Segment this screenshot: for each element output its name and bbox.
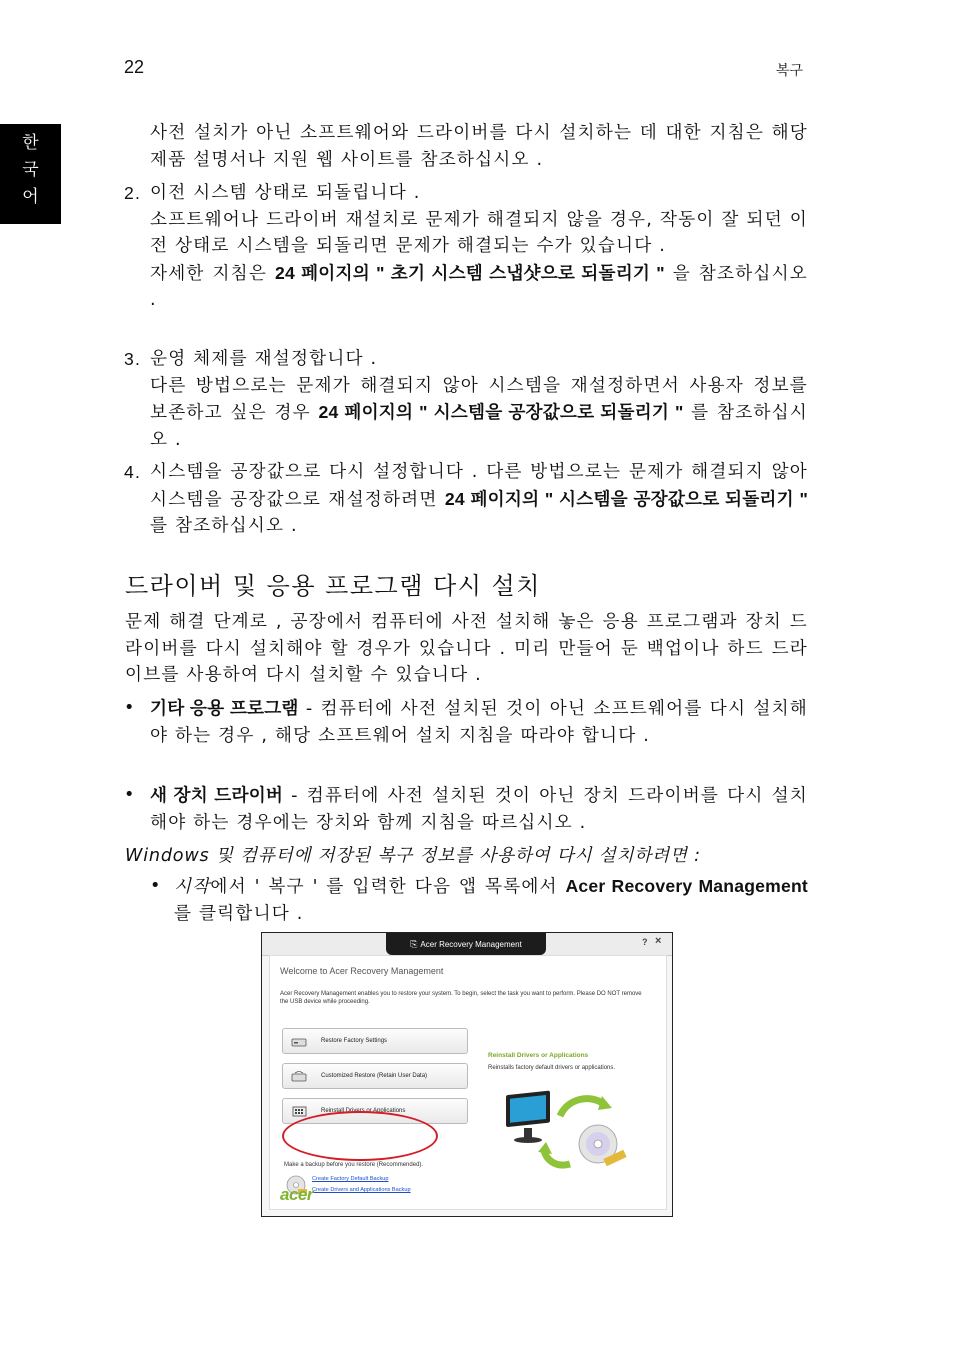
lang-char: 어 [22,187,39,207]
intro-text: Acer Recovery Management enables you to restore your system. To begin, select the task you want to perform. Please DO NOT remove the USB device while proceeding. [280,991,642,1005]
ref-pre: 자세한 지침은 [150,263,275,284]
body-pre: 다른 방법으로는 문제가 해결되지 않아 시스템을 재설정하면서 사용자 정보를 보존하고 싶은 경우 [150,375,808,423]
ref-post: 을 참조하십시오 . [150,263,808,310]
highlight-ellipse [282,1111,438,1161]
customized-restore-button[interactable] [282,1063,468,1089]
description-text: Reinstalls factory default drivers or applications. [488,1065,616,1071]
recovery-icon: ⎘ [410,939,418,949]
bullet-text: - 컴퓨터에 사전 설치된 것이 아닌 장치 드라이버를 다시 설치해야 하는 경우에는 장치와 함께 지침을 따르십시오 . [150,786,808,833]
ref-post: 를 참조하십시오 . [150,516,298,536]
app-name: Acer Recovery Management [565,876,808,896]
instruction-italic: Windows 및 컴퓨터에 저장된 복구 정보를 사용하여 다시 설치하려면 : [125,846,701,866]
acer-logo: acer [280,1185,313,1204]
description-title: Reinstall Drivers or Applications [488,1052,589,1059]
bullet-dot: • [124,785,136,805]
step-body: 소프트웨어나 드라이버 재설치로 문제가 해결되지 않을 경우, 작동이 잘 되던 이전 상태로 시스템을 되돌리면 문제가 해결되는 수가 있습니다 . [150,209,808,256]
bullet-dot: • [150,876,162,896]
page-number: 22 [124,57,145,77]
sub-bullet-item [174,873,808,927]
section-header: 복구 [776,63,804,79]
lang-char: 한 [22,133,39,153]
step-title: 운영 체제를 재설정합니다 . [150,349,378,369]
drivers-icon [291,1106,307,1117]
step-body [150,373,808,454]
bullet-bold: 새 장치 드라이버 [150,785,284,805]
language-tab [0,124,61,224]
bullet-item [150,782,808,836]
help-button[interactable]: ? [642,937,648,947]
restore-factory-button[interactable] [282,1028,468,1054]
backup-note: Make a backup before you restore (Recommended). [284,1162,424,1168]
ref-post: 를 참조하십시오 . [150,403,808,450]
monitor-disc-illustration [498,1084,648,1179]
step-3 [150,346,808,453]
step-number: 2. [124,183,142,203]
step-4 [150,459,808,540]
drive-icon [291,1036,307,1047]
step-number: 3. [124,349,142,369]
option-label: Reinstall Drivers or Applications [321,1108,406,1114]
section-paragraph: 문제 해결 단계로 , 공장에서 컴퓨터에 사전 설치해 놓은 응용 프로그램과 장치 드라이버를 다시 설치해야 할 경우가 있습니다 . 미리 만들어 둔 백업이나 하드 드라이브를 사용하여 다시 설치할 수 있습니다 . [125,612,808,685]
drive-icon [291,1071,307,1082]
create-drivers-backup-link[interactable]: Create Drivers and Applications Backup [312,1187,411,1193]
step-2 [150,180,808,314]
window-titlebar [262,933,672,956]
body-pre: 시스템을 공장값으로 다시 설정합니다 . 다른 방법으로는 문제가 해결되지 않아 시스템을 공장값으로 재설정하려면 [150,462,808,510]
create-factory-backup-link[interactable]: Create Factory Default Backup [312,1176,389,1182]
option-label: Restore Factory Settings [321,1038,388,1044]
start-italic: 시작 [174,877,211,897]
sub-text-a: 에서 ' 복구 ' 를 입력한 다음 앱 목록에서 [210,877,566,897]
welcome-text: Welcome to Acer Recovery Management [280,966,444,976]
step-title: 이전 시스템 상태로 되돌립니다 . [150,183,421,203]
sub-text-b: 를 클릭합니다 . [174,903,304,924]
ref-link-text: 24 페이지의 " 시스템을 공장값으로 되돌리기 " [444,488,808,509]
option-label: Customized Restore (Retain User Data) [321,1073,428,1079]
bullet-dot: • [124,698,136,718]
step-number: 4. [124,462,142,482]
window-title-text: Acer Recovery Management [420,940,522,949]
step-reference [150,260,808,314]
lang-char: 국 [22,160,39,180]
window-title [386,933,546,955]
intro-continuation: 사전 설치가 아닌 소프트웨어와 드라이버를 다시 설치하는 데 대한 지침은 해당 제품 설명서나 지원 웹 사이트를 참조하십시오 . [150,123,808,170]
ref-link-text: 24 페이지의 " 초기 시스템 스냅샷으로 되돌리기 " [274,262,665,283]
recovery-screenshot [261,932,673,1217]
close-button[interactable]: × [655,935,662,947]
bullet-bold: 기타 응용 프로그램 [150,698,299,718]
bullet-item [150,695,808,749]
bullet-text: - 컴퓨터에 사전 설치된 것이 아닌 소프트웨어를 다시 설치해야 하는 경우 , 해당 소프트웨어 설치 지침을 따라야 합니다 . [150,699,808,746]
section-heading: 드라이버 및 응용 프로그램 다시 설치 [125,572,541,600]
ref-link-text: 24 페이지의 " 시스템을 공장값으로 되돌리기 " [318,402,684,422]
window-content [269,955,667,1210]
